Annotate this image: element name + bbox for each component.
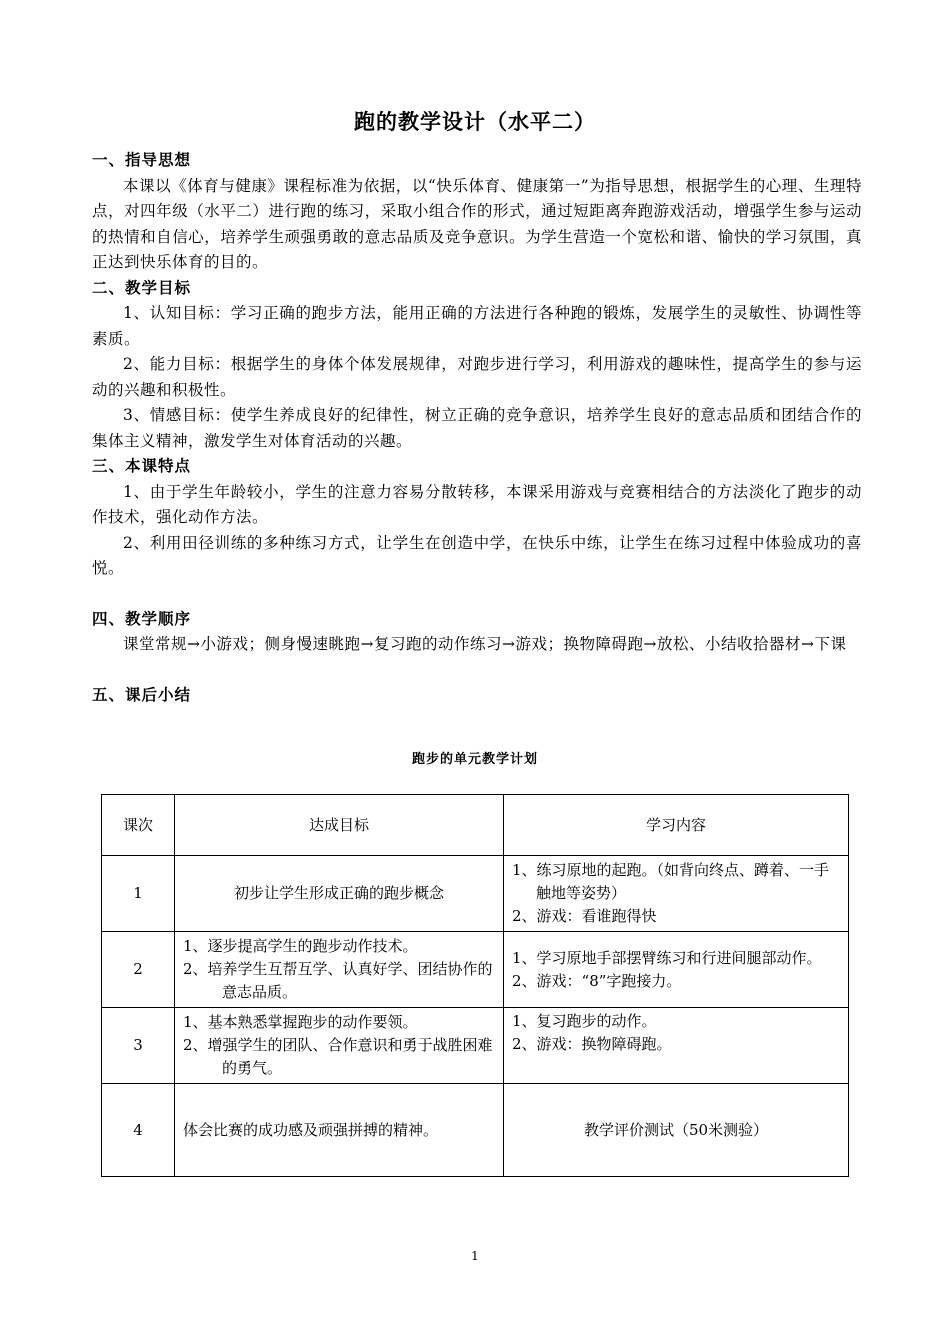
goal-line: 1、逐步提高学生的跑步动作技术。: [183, 937, 418, 955]
goal-ability: 2、能力目标：根据学生的身体个体发展规律，对跑步进行学习，利用游戏的趣味性，提高学生的参与运动的兴趣和积极性。: [92, 355, 862, 399]
section-heading-summary: 五、课后小结: [92, 685, 192, 704]
lesson-number: 2: [102, 932, 175, 1008]
lesson-number: 4: [102, 1084, 175, 1177]
content-cell: [504, 1008, 849, 1084]
content-line: 2、游戏：看谁跑得快: [512, 907, 657, 925]
header-lesson-number: 课次: [102, 795, 175, 856]
table-row: [102, 1084, 849, 1177]
goal-cell: [175, 856, 504, 932]
goal-line: 初步让学生形成正确的跑步概念: [233, 884, 444, 902]
content-cell: [504, 856, 849, 932]
document-title: 跑的教学设计（水平二）: [354, 110, 596, 134]
goal-cell: [175, 1008, 504, 1084]
content-line: 1、学习原地手部摆臂练习和行进间腿部动作。: [512, 948, 822, 967]
content-line: 2、游戏：换物障碍跑。: [512, 1035, 672, 1053]
goal-line: 1、基本熟悉掌握跑步的动作要领。: [183, 1013, 418, 1031]
unit-plan-table: [101, 794, 849, 1177]
content-line: 1、练习原地的起跑。（如背向终点、蹲着、一手触地等姿势）: [512, 861, 830, 902]
table-row: [102, 1008, 849, 1084]
content-cell: [504, 1084, 849, 1177]
content-cell: [504, 932, 849, 1008]
guiding-idea-paragraph: 本课以《体育与健康》课程标准为依据，以“快乐体育、健康第一”为指导思想，根据学生的心理、生理特点，对四年级（水平二）进行跑的练习，采取小组合作的形式，通过短距离奔跑游戏活动，增强学生参与运动的热情和自信心，培养学生顽强勇敢的意志品质及竞争意识。为学生营造一个宽松和谐、愉快的学习氛围，真正达到快乐体育的目的。: [92, 176, 862, 271]
section-heading-teaching-goals: 二、教学目标: [92, 278, 192, 297]
header-content: 学习内容: [504, 795, 849, 856]
table-row: [102, 932, 849, 1008]
goal-cell: [175, 1084, 504, 1177]
content-line: 1、复习跑步的动作。: [512, 1012, 657, 1030]
content-line: 教学评价测试（50米测验）: [583, 1120, 769, 1139]
feature-2: 2、利用田径训练的多种练习方式，让学生在创造中学，在快乐中练，让学生在练习过程中体验成功的喜悦。: [92, 533, 862, 577]
teaching-order-paragraph: 课堂常规→小游戏；侧身慢速眺跑→复习跑的动作练习→游戏；换物障碍跑→放松、小结收拾器材→下课: [123, 635, 847, 653]
section-heading-lesson-features: 三、本课特点: [92, 457, 192, 475]
document-body: [92, 148, 862, 708]
goal-line: 体会比赛的成功感及顽强拼搏的精神。: [183, 1120, 439, 1139]
section-heading-guiding-idea: 一、指导思想: [92, 151, 192, 169]
lesson-number: 1: [102, 856, 175, 932]
goal-cognitive: 1、认知目标：学习正确的跑步方法，能用正确的方法进行各种跑的锻炼，发展学生的灵敏性、协调性等素质。: [92, 304, 862, 348]
goal-emotional: 3、情感目标：使学生养成良好的纪律性，树立正确的竞争意识，培养学生良好的意志品质和团结合作的集体主义精神，激发学生对体育活动的兴趣。: [92, 406, 862, 450]
content-line: 2、游戏：“8”字跑接力。: [512, 971, 682, 990]
header-goal: 达成目标: [175, 795, 504, 856]
section-heading-teaching-order: 四、教学顺序: [92, 609, 192, 628]
goal-cell: [175, 932, 504, 1008]
page-number: 1: [471, 1249, 479, 1263]
goal-line: 2、增强学生的团队、合作意识和勇于战胜困难的勇气。: [183, 1036, 493, 1077]
unit-plan-title: 跑步的单元教学计划: [411, 752, 538, 767]
table-row: [102, 856, 849, 932]
table-header-row: [102, 795, 849, 856]
feature-1: 1、由于学生年龄较小，学生的注意力容易分散转移，本课采用游戏与竞赛相结合的方法淡化了跑步的动作技术，强化动作方法。: [92, 482, 862, 526]
lesson-number: 3: [102, 1008, 175, 1084]
goal-line: 2、培养学生互帮互学、认真好学、团结协作的意志品质。: [183, 960, 493, 1001]
